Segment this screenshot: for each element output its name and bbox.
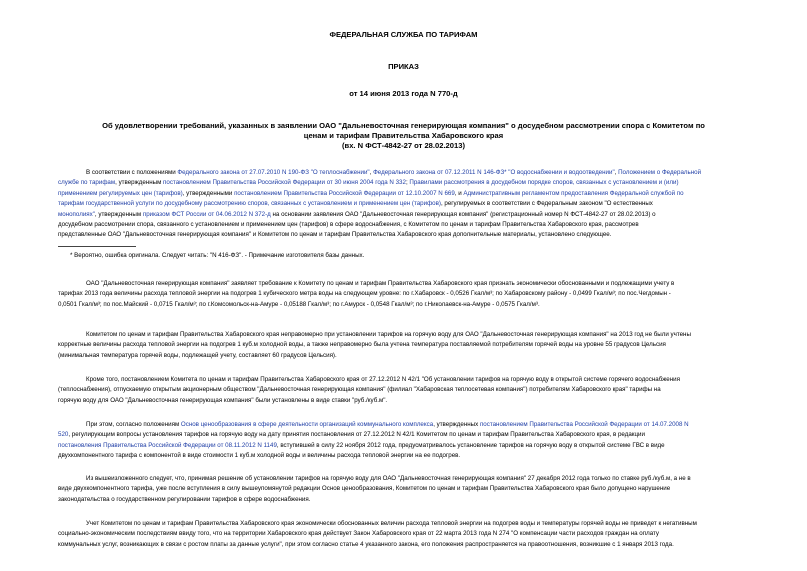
- text-span: на основании заявления ОАО "Дальневосточная генерирующая компания" (регистрационный номер N ФСТ-4842-27 от 28.02.2013) о: [270, 210, 656, 218]
- text-span: , утвержденными: [182, 189, 235, 197]
- paragraph-5-line: [58, 430, 766, 440]
- government-resolution-332-link[interactable]: постановлением Правительства Российской Федерации от 30 июня 2004 года N 332: [163, 179, 406, 187]
- text-span: ,: [369, 169, 374, 176]
- document-title-line-2: ценам и тарифам Правительства Хабаровского края: [303, 131, 504, 140]
- government-resolution-520-link[interactable]: постановлением Правительства Российской Федерации от 14.07.2008 N: [479, 421, 689, 428]
- fst-order-372-link[interactable]: приказом ФСТ России от 04.06.2012 N 372-д: [142, 210, 271, 218]
- paragraph-5-line: [58, 420, 766, 430]
- government-resolution-669-link[interactable]: постановлением Правительства Российской Федерации от 12.10.2007 N 669: [234, 189, 455, 197]
- document-date-number: от 14 июня 2013 года N 770-д: [349, 89, 458, 98]
- paragraph-2-line: тарифах 2013 года величины расхода тепловой энергии на подогрев 1 кубического метра воды на следующем уровне: по г.Хабаровск - 0,0526 Гкал/м³; по Хабаровскому району - 0,0499 Гкал/м³; по пос.Чегдомын -: [58, 290, 671, 298]
- document-type-heading: ПРИКАЗ: [388, 62, 419, 71]
- text-span: В соответствии с положениями: [86, 169, 178, 176]
- paragraph-2-line: 0,0501 Гкал/м³; по пос.Майский - 0,0715 Гкал/м³; по г.Комсомольск-на-Амуре - 0,05188 Гкал/м³; по г.Амурск - 0,0548 Гкал/м³; по г.Николаевск-на-Амуре - 0,0575 Гкал/м³.: [58, 300, 540, 308]
- footnote: * Вероятно, ошибка оригинала. Следует читать: "N 416-ФЗ". - Примечание изготовителя базы данных.: [70, 252, 365, 259]
- paragraph-2: [58, 279, 766, 310]
- paragraph-7-line: коммунальных услуг, возникающих в связи с ростом платы за данные услуги", при этом согласно статье 4 указанного закона, его положения распространяется на правоотношения, возникшие с 1 января 2013 года.: [58, 540, 674, 548]
- text-span: , утвержденных: [433, 421, 480, 428]
- text-span: , регулирующим вопросы установления тарифов на горячую воду на дату принятия постановления от 27.12.2012 N 42/1 Комитетом по ценам и тарифам Правительства Хабаровского края, в редакции: [68, 431, 645, 439]
- footnote-divider: [58, 246, 136, 247]
- paragraph-6-line: законодательства о государственном регулировании тарифов в сфере водоснабжения.: [58, 495, 311, 503]
- federal-law-146-link[interactable]: Федерального закона от 07.12.2011 N 146-ФЗ* "О водоснабжении и водоотведении": [373, 169, 615, 176]
- text-span: ,: [614, 169, 619, 176]
- paragraph-5: [58, 420, 766, 462]
- paragraph-6: [58, 474, 766, 505]
- paragraph-1: [58, 168, 766, 241]
- paragraph-5-line: двухкомпонентного тарифа с компонентой в виде стоимости 1 куб.м холодной воды и величины расхода тепловой энергии на ее подогрев.: [58, 452, 461, 460]
- paragraph-7-line: социально-экономическим последствиям ввиду того, что на территории Хабаровского края действует Закон Хабаровского края от 22 марта 2013 года N 274 "О компенсации части расходов граждан на оплату: [58, 530, 659, 538]
- fst-regulation-link-cont[interactable]: службе по тарифам: [58, 179, 116, 187]
- document-title-line-3: (вх. N ФСТ-4842-27 от 28.02.2013): [342, 141, 465, 150]
- paragraph-7: [58, 519, 766, 550]
- paragraph-5-line: [58, 441, 766, 451]
- paragraph-4: [58, 375, 766, 406]
- paragraph-1-line: [58, 189, 766, 199]
- agency-heading: ФЕДЕРАЛЬНАЯ СЛУЖБА ПО ТАРИФАМ: [329, 30, 478, 39]
- paragraph-6-line: виде двухкомпонентного тарифа, уже после вступления в силу вышеупомянутой редакции Основ ценообразования, Комитетом по ценам и тарифам Правительства Хабаровского края было допущено нарушение: [58, 485, 671, 493]
- dispute-rules-link-cont[interactable]: применением регулируемых цен (тарифов): [58, 189, 183, 197]
- paragraph-1-line: [58, 199, 766, 209]
- text-span: , регулируемых в соответствии с Федеральным законом "О естественных: [440, 200, 653, 208]
- text-span: , утвержденным: [115, 179, 164, 187]
- federal-law-190-link[interactable]: Федерального закона от 27.07.2010 N 190-ФЗ "О теплоснабжении": [177, 169, 370, 176]
- paragraph-1-line: [58, 168, 766, 178]
- paragraph-6-line: Из вышеизложенного следует, что, принимая решение об установлении тарифов на горячую воду для ОАО "Дальневосточная генерирующая компания" 27 декабря 2012 года только по ставке руб./куб.м, а не в: [86, 475, 691, 482]
- paragraph-3-line: корректные величины расхода тепловой энергии на подогрев 1 куб.м холодной воды, а также неправомерно была учтена температура поставляемой потребителям горячей воды на уровне 55 градусов Цельсия: [58, 341, 666, 349]
- paragraph-4-line: Кроме того, постановлением Комитета по ценам и тарифам Правительства Хабаровского края от 27.12.2012 N 42/1 "Об установлении тарифов на горячую воду в открытой системе горячего водоснабжения: [86, 376, 680, 383]
- administrative-regulation-link-cont[interactable]: тарифам государственной услуги по досудебному рассмотрению споров, связанных с установлением и применением цен (тарифов): [58, 200, 441, 208]
- text-span: , утвержденным: [94, 210, 143, 218]
- fst-regulation-link[interactable]: Положением о Федеральной: [618, 169, 702, 176]
- paragraph-3: [58, 330, 766, 361]
- monopolies-law-link[interactable]: монополиях": [58, 210, 95, 218]
- government-resolution-1149-link[interactable]: постановления Правительства Российской Федерации от 08.11.2012 N 1149: [58, 441, 277, 449]
- paragraph-1-line: [58, 178, 766, 188]
- paragraph-1-line: досудебном рассмотрении спора, связанного с установлением и применением цен (тарифов) в сфере водоснабжения, с Комитетом по ценам и тарифам Правительства Хабаровского края, рассмотрев: [58, 221, 639, 229]
- paragraph-3-line: Комитетом по ценам и тарифам Правительства Хабаровского края неправомерно при установлении тарифов на горячую воду для ОАО "Дальневосточная генерирующая компания" на 2013 год не были учтены: [86, 331, 691, 338]
- text-span: При этом, согласно положениям: [86, 421, 181, 428]
- text-span: , и: [454, 189, 464, 197]
- paragraph-1-line: представленные ОАО "Дальневосточная генерирующая компания" и Комитетом по ценам и тарифам Правительства Хабаровского края дополнительные материалы, установлено следующее.: [58, 231, 612, 239]
- paragraph-4-line: горячую воду для ОАО "Дальневосточная генерирующая компания" были установлены в виде ставки "руб./куб.м".: [58, 396, 388, 404]
- paragraph-3-line: (минимальная температура горячей воды, подлежащей учету, составляет 60 градусов Цельсия).: [58, 351, 337, 359]
- government-resolution-520-link-cont[interactable]: 520: [58, 431, 69, 439]
- paragraph-4-line: (теплоснабжения), отпускаемую открытым акционерным обществом "Дальневосточная генерирующая компания" (филиал "Хабаровская теплосетевая компания") потребителям Хабаровского края" тарифы на: [58, 386, 661, 394]
- administrative-regulation-link[interactable]: Административным регламентом предоставления Федеральной службой по: [463, 189, 684, 197]
- pricing-basics-link[interactable]: Основ ценообразования в сфере деятельности организаций коммунального комплекса: [180, 421, 434, 428]
- text-span: , вступившей в силу 22 ноября 2012 года, предусматривалось установление тарифов на горячую воду в открытой системе ГВС в виде: [276, 441, 665, 449]
- text-span: ;: [405, 179, 410, 187]
- dispute-rules-link[interactable]: Правилами рассмотрения в досудебном порядке споров, связанных с установлением и (или): [409, 179, 679, 187]
- paragraph-1-line: [58, 210, 766, 220]
- paragraph-2-line: ОАО "Дальневосточная генерирующая компания" заявляет требование к Комитету по ценам и тарифам Правительства Хабаровского края признать экономически обоснованными и подлежащими учету в: [86, 280, 675, 287]
- paragraph-7-line: Учет Комитетом по ценам и тарифам Правительства Хабаровского края экономически обоснованных величин расхода тепловой энергии на подогрев воды и температуры горячей воды не приведет к негативным: [86, 520, 697, 527]
- document-title-line-1: Об удовлетворении требований, указанных в заявлении ОАО "Дальневосточная генерирующая компания" о досудебном рассмотрении спора с Комитетом по: [102, 121, 705, 130]
